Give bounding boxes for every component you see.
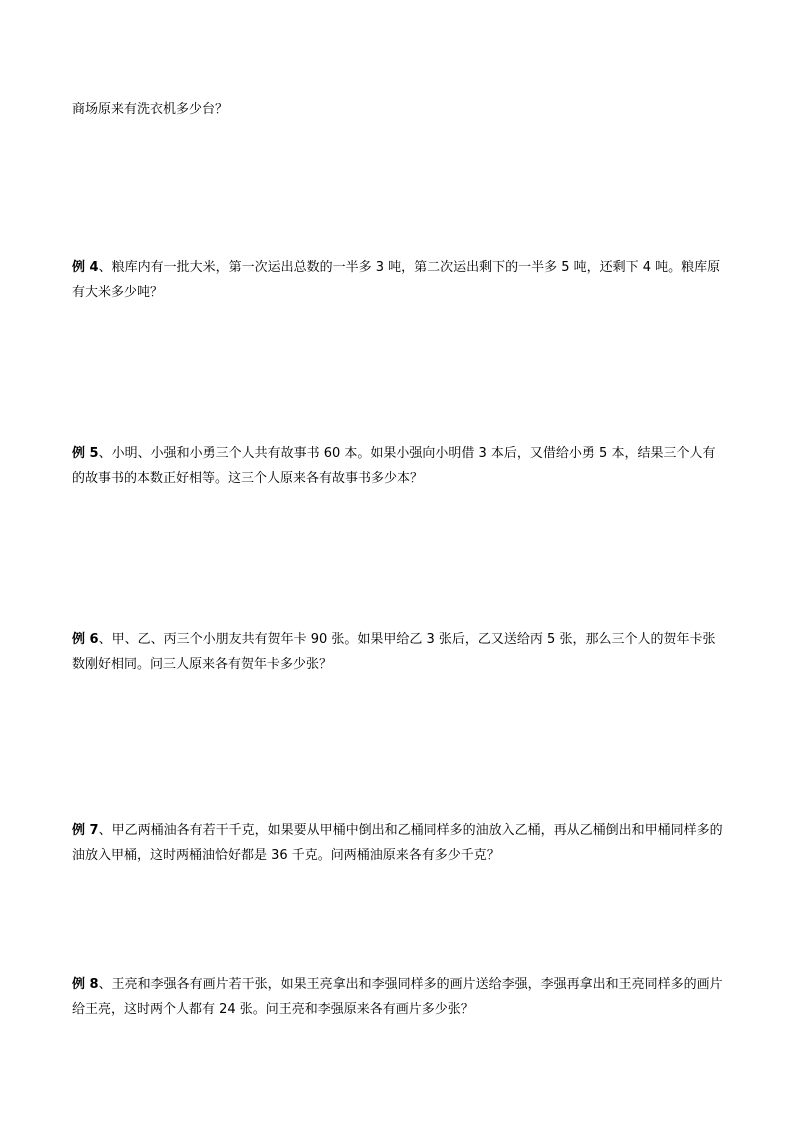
problem-text: 、小明、小强和小勇三个人共有故事书 60 本。如果小强向小明借 3 本后，又借给小勇 5 本，结果三个人有的故事书的本数正好相等。这三个人原来各有故事书多少本？ (72, 446, 716, 486)
problem-text: 、王亮和李强各有画片若干张，如果王亮拿出和李强同样多的画片送给李强，李强再拿出和王亮同样多的画片给王亮，这时两个人都有 24 张。问王亮和李强原来各有画片多少张？ (72, 977, 723, 1017)
problem-label: 例 8 (72, 977, 99, 992)
problem-label: 例 7 (72, 823, 99, 838)
problem-text: 、粮库内有一批大米，第一次运出总数的一半多 3 吨，第二次运出剩下的一半多 5 吨，还剩下 4 吨。粮库原有大米多少吨？ (72, 260, 721, 300)
problem-label: 例 6 (72, 632, 99, 647)
problem-4 (72, 255, 724, 305)
problem-text: 商场原来有洗衣机多少台？ (72, 102, 229, 117)
problem-label: 例 4 (72, 260, 99, 275)
problem-8 (72, 972, 724, 1022)
problem-6 (72, 627, 724, 677)
problem-7 (72, 818, 724, 868)
problem-5 (72, 441, 724, 491)
problem-label: 例 5 (72, 446, 99, 461)
problem-3-continuation (72, 97, 724, 122)
problem-text: 、甲、乙、丙三个小朋友共有贺年卡 90 张。如果甲给乙 3 张后，乙又送给丙 5 张，那么三个人的贺年卡张数刚好相同。问三人原来各有贺年卡多少张？ (72, 632, 716, 672)
problem-text: 、甲乙两桶油各有若干千克，如果要从甲桶中倒出和乙桶同样多的油放入乙桶，再从乙桶倒出和甲桶同样多的油放入甲桶，这时两桶油恰好都是 36 千克。问两桶油原来各有多少千克？ (72, 823, 723, 863)
